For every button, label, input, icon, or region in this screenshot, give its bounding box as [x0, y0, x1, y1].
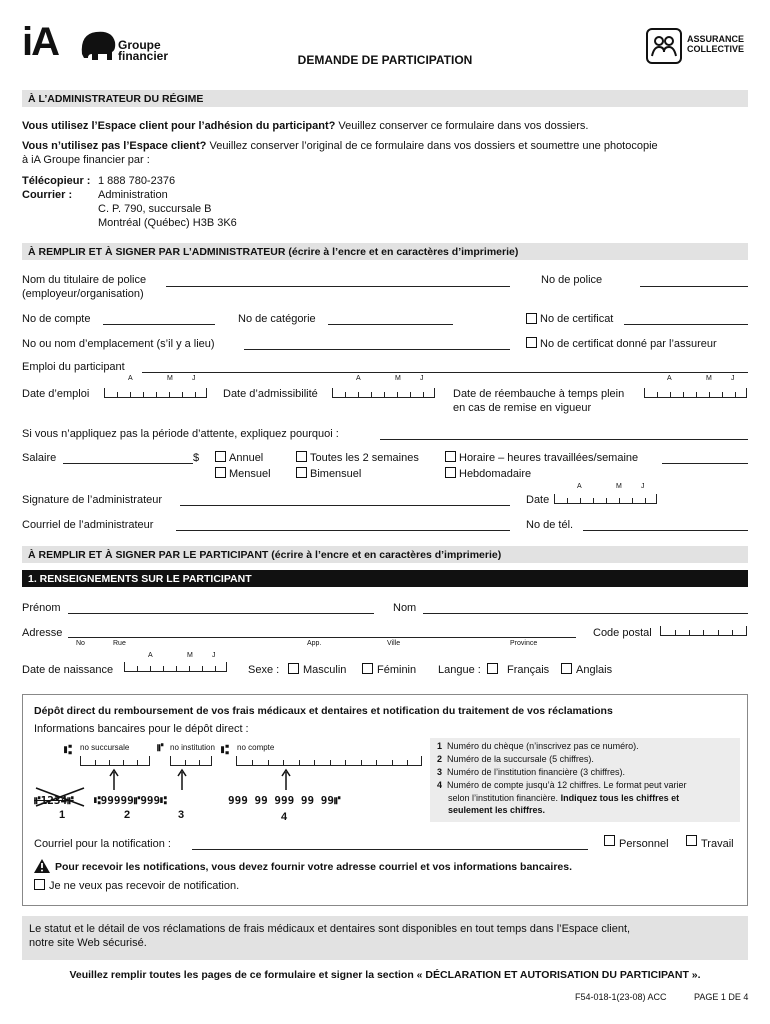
ia-logo: iA — [22, 20, 58, 64]
ymd-y2: A — [356, 375, 361, 382]
cheque-micr: ⑈1234⑈ — [34, 794, 74, 807]
strike-out-icon — [34, 786, 86, 808]
submit-copy-text: à iA Groupe financier par : — [22, 154, 150, 166]
section-band-fill-admin: À REMPLIR ET À SIGNER PAR L’ADMINISTRATEUR (écrire à l’encre et en caractères d’imprimerie) — [22, 243, 748, 260]
branch-grid[interactable] — [80, 756, 150, 766]
address-no-hint: No — [76, 640, 85, 647]
sex-label: Sexe : — [248, 664, 280, 676]
location-field[interactable] — [244, 349, 510, 350]
dollar-sign: $ — [193, 452, 200, 464]
hours-field[interactable] — [662, 463, 748, 464]
cert-insurer-checkbox[interactable] — [526, 337, 537, 348]
no-notification-checkbox[interactable] — [34, 879, 45, 890]
french-checkbox[interactable] — [487, 663, 498, 674]
notification-email-field[interactable] — [192, 849, 588, 850]
marker-1: 1 — [59, 809, 66, 821]
signature-date-label: Date — [526, 494, 550, 506]
rehire-date-label: Date de réembauche à temps plein — [453, 388, 625, 400]
document-title: DEMANDE DE PARTICIPATION — [297, 53, 473, 67]
status-line2: notre site Web sécurisé. — [29, 937, 147, 949]
first-name-field[interactable] — [68, 613, 374, 614]
account-no-label: No de compte — [22, 313, 91, 325]
ymd-m3: M — [706, 375, 712, 382]
warning-icon — [34, 859, 50, 873]
notification-warning: Pour recevoir les notifications, vous devez fournir votre adresse courriel et vos informations bancaires. — [55, 861, 572, 873]
account-hint: no compte — [237, 743, 275, 752]
job-date-label: Date d’emploi — [22, 388, 90, 400]
bank-info-label: Informations bancaires pour le dépôt direct : — [34, 723, 249, 735]
ymd-y3: A — [667, 375, 672, 382]
branch-hint: no succursale — [80, 743, 130, 752]
notification-email-label: Courriel pour la notification : — [34, 838, 171, 850]
bimonthly-label: Bimensuel — [310, 468, 362, 480]
male-label: Masculin — [303, 664, 347, 676]
hourly-checkbox[interactable] — [445, 451, 456, 462]
marker-4: 4 — [281, 811, 288, 823]
postal-code-label: Code postal — [593, 627, 652, 639]
admin-signature-label: Signature de l’administrateur — [22, 494, 163, 506]
job-date-grid[interactable] — [104, 388, 207, 398]
ymd-m: M — [167, 375, 173, 382]
mail-line1: Administration — [98, 189, 168, 201]
location-label: No ou nom d’emplacement (s’il y a lieu) — [22, 338, 215, 350]
account-grid[interactable] — [236, 756, 422, 766]
page-number: PAGE 1 DE 4 — [694, 992, 749, 1002]
ymd-m4: M — [616, 483, 622, 490]
no-notification-label: Je ne veux pas recevoir de notification. — [49, 880, 240, 892]
mail-label: Courrier : — [22, 189, 73, 201]
policyholder-label: Nom du titulaire de police — [22, 274, 147, 286]
address-city-hint: Ville — [387, 640, 401, 647]
last-name-label: Nom — [393, 602, 417, 614]
assurance-collective-label: ASSURANCE COLLECTIVE — [687, 34, 745, 54]
postal-code-grid[interactable] — [660, 626, 747, 636]
account-no-field[interactable] — [103, 324, 215, 325]
instruction-2: 2 Numéro de la succursale (5 chiffres). — [437, 754, 594, 764]
waiting-period-label: Si vous n’appliquez pas la période d’attente, expliquez pourquoi : — [22, 428, 339, 440]
bar-symbol-icon: ⑈ — [157, 742, 164, 754]
footer-note: Veuillez remplir toutes les pages de ce formulaire et signer la section « DÉCLARATION ET AUTORISATION DU PARTICIPANT ». — [69, 969, 701, 981]
waiting-period-field[interactable] — [380, 439, 748, 440]
birth-date-label: Date de naissance — [22, 664, 114, 676]
signature-date-grid[interactable] — [554, 494, 657, 504]
address-street-hint: Rue — [113, 640, 126, 647]
section-band-administrator: À L’ADMINISTRATEUR DU RÉGIME — [22, 90, 748, 107]
annual-checkbox[interactable] — [215, 451, 226, 462]
form-code: F54-018-1(23-08) ACC — [575, 992, 667, 1002]
address-field[interactable] — [68, 637, 576, 638]
status-line1: Le statut et le détail de vos réclamations de frais médicaux et dentaires sont disponibles en tout temps dans l’Espace client, — [29, 923, 631, 935]
certificate-no-checkbox[interactable] — [526, 313, 537, 324]
work-checkbox[interactable] — [686, 835, 697, 846]
female-checkbox[interactable] — [362, 663, 373, 674]
ymd-m2: M — [395, 375, 401, 382]
ymd-y5: A — [148, 652, 153, 659]
ymd-d4: J — [641, 483, 645, 490]
weekly-checkbox[interactable] — [445, 467, 456, 478]
institution-hint: no institution — [170, 743, 215, 752]
category-no-label: No de catégorie — [238, 313, 316, 325]
eligibility-date-label: Date d’admissibilité — [223, 388, 318, 400]
rehire-date-grid[interactable] — [644, 388, 747, 398]
category-no-field[interactable] — [328, 324, 453, 325]
phone-field[interactable] — [583, 530, 748, 531]
monthly-label: Mensuel — [229, 468, 271, 480]
policy-no-label: No de police — [541, 274, 603, 286]
biweekly-checkbox[interactable] — [296, 451, 307, 462]
work-label: Travail — [701, 838, 734, 850]
admin-email-label: Courriel de l’administrateur — [22, 519, 154, 531]
address-label: Adresse — [22, 627, 63, 639]
policyholder-field[interactable] — [166, 286, 510, 287]
ymd-d5: J — [212, 652, 216, 659]
phone-label: No de tél. — [526, 519, 574, 531]
biweekly-label: Toutes les 2 semaines — [310, 452, 419, 464]
deposit-title: Dépôt direct du remboursement de vos frais médicaux et dentaires et notification du traitement de vos réclamations — [34, 705, 613, 717]
instruction-4-end: seulement les chiffres. — [448, 805, 546, 815]
instruction-3: 3 Numéro de l’institution financière (3 chiffres). — [437, 767, 625, 777]
no-espace-client-text: Vous n’utilisez pas l’Espace client? Veuillez conserver l’original de ce formulaire dans vos dossiers et soumettre une photocopie — [22, 140, 658, 152]
ymd-d3: J — [731, 375, 735, 382]
job-label: Emploi du participant — [22, 361, 125, 373]
salary-field[interactable] — [63, 463, 193, 464]
french-label: Français — [507, 664, 550, 676]
rehire-date-sublabel: en cas de remise en vigueur — [453, 402, 592, 414]
transit-symbol2-icon: ⑆ — [221, 742, 229, 757]
logo-groupe-financier: Groupe financier — [118, 38, 169, 63]
institution-grid[interactable] — [170, 756, 212, 766]
instruction-4-cont: selon l’institution financière. Indiquez tous les chiffres et — [448, 793, 680, 803]
ymd-d: J — [192, 375, 196, 382]
policy-no-field[interactable] — [640, 286, 748, 287]
male-checkbox[interactable] — [288, 663, 299, 674]
marker-2: 2 — [124, 809, 131, 821]
section-band-fill-participant: À REMPLIR ET À SIGNER PAR LE PARTICIPANT (écrire à l’encre et en caractères d’imprimerie) — [22, 546, 748, 563]
hourly-label: Horaire – heures travaillées/semaine — [459, 452, 639, 464]
admin-signature-field[interactable] — [180, 505, 510, 506]
fax-label: Télécopieur : — [22, 175, 91, 187]
first-name-label: Prénom — [22, 602, 61, 614]
transit-micr: ⑆99999⑈999⑆ — [94, 794, 167, 807]
annual-label: Annuel — [229, 452, 264, 464]
transit-symbol-icon: ⑆ — [64, 742, 72, 757]
admin-email-field[interactable] — [176, 530, 510, 531]
certificate-no-field[interactable] — [624, 324, 748, 325]
personal-label: Personnel — [619, 838, 669, 850]
language-label: Langue : — [438, 664, 481, 676]
personal-checkbox[interactable] — [604, 835, 615, 846]
certificate-no-label: No de certificat — [540, 313, 614, 325]
job-field[interactable] — [142, 372, 748, 373]
ymd-d2: J — [420, 375, 424, 382]
mail-line2: C. P. 790, succursale B — [98, 203, 212, 215]
weekly-label: Hebdomadaire — [459, 468, 532, 480]
instruction-4: 4 Numéro de compte jusqu’à 12 chiffres. Le format peut varier — [437, 780, 687, 790]
ymd-m5: M — [187, 652, 193, 659]
cert-insurer-label: No de certificat donné par l’assureur — [540, 338, 717, 350]
female-label: Féminin — [377, 664, 417, 676]
policyholder-sublabel: (employeur/organisation) — [22, 288, 144, 300]
address-apt-hint: App. — [307, 640, 322, 647]
birth-date-grid[interactable] — [124, 662, 227, 672]
account-micr: 999 99 999 99 99⑈ — [228, 794, 341, 807]
english-checkbox[interactable] — [561, 663, 572, 674]
mail-line3: Montréal (Québec) H3B 3K6 — [98, 217, 237, 229]
ymd-y4: A — [577, 483, 582, 490]
marker-3: 3 — [178, 809, 185, 821]
bimonthly-checkbox[interactable] — [296, 467, 307, 478]
monthly-checkbox[interactable] — [215, 467, 226, 478]
instruction-1: 1 Numéro du chèque (n’inscrivez pas ce numéro). — [437, 741, 639, 751]
english-label: Anglais — [576, 664, 613, 676]
address-province-hint: Province — [510, 640, 538, 647]
ymd-y: A — [128, 375, 133, 382]
section1-band: 1. RENSEIGNEMENTS SUR LE PARTICIPANT — [22, 570, 748, 587]
espace-client-text: Vous utilisez l’Espace client pour l’adhésion du participant? Veuillez conserver ce formulaire dans vos dossiers. — [22, 120, 589, 132]
group-people-icon — [646, 28, 682, 64]
salary-label: Salaire — [22, 452, 57, 464]
eligibility-date-grid[interactable] — [332, 388, 435, 398]
last-name-field[interactable] — [423, 613, 748, 614]
fax-number: 1 888 780-2376 — [98, 175, 176, 187]
